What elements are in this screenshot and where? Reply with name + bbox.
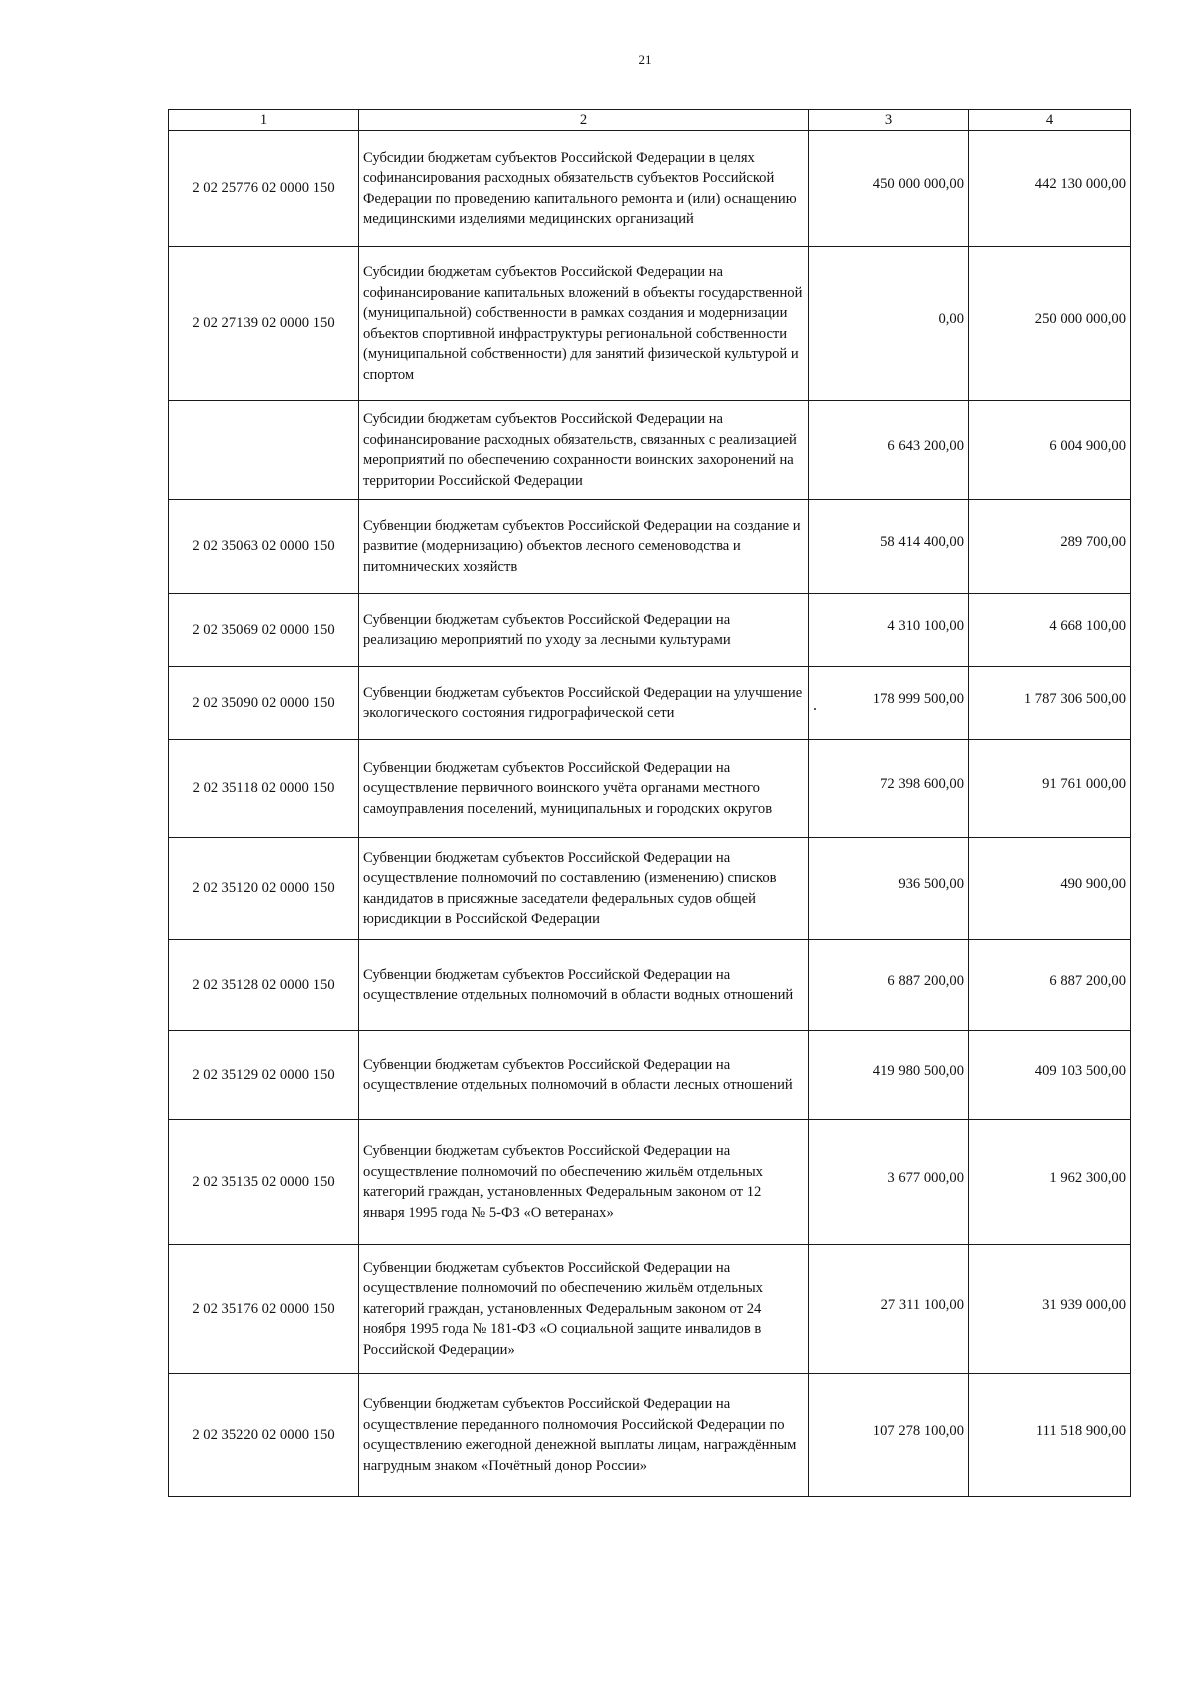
- income-code: 2 02 35118 02 0000 150: [169, 740, 359, 838]
- income-code: 2 02 35128 02 0000 150: [169, 940, 359, 1031]
- table-row: [169, 1245, 1131, 1374]
- income-code: 2 02 35220 02 0000 150: [169, 1374, 359, 1497]
- income-code: 2 02 35129 02 0000 150: [169, 1031, 359, 1120]
- income-name: Субвенции бюджетам субъектов Российской Федерации на осуществление полномочий по составлению (изменению) списков кандидатов в присяжные заседатели федеральных судов общей юрисдикции в Российской Федерации: [359, 838, 809, 940]
- table-row: [169, 940, 1131, 1031]
- income-name: Субвенции бюджетам субъектов Российской Федерации на осуществление переданного полномочия Российской Федерации по осуществлению ежегодной денежной выплаты лицам, награждённым нагрудным знаком «Почётный донор России»: [359, 1374, 809, 1497]
- income-name: Субвенции бюджетам субъектов Российской Федерации на осуществление полномочий по обеспечению жильём отдельных категорий граждан, установленных Федеральным законом от 24 ноября 1995 года № 181-ФЗ «О социальной защите инвалидов в Российской Федерации»: [359, 1245, 809, 1374]
- budget-table: [168, 109, 1131, 1497]
- income-name: Субвенции бюджетам субъектов Российской Федерации на осуществление полномочий по обеспечению жильём отдельных категорий граждан, установленных Федеральным законом от 12 января 1995 года № 5-ФЗ «О ветеранах»: [359, 1120, 809, 1245]
- income-name: Субсидии бюджетам субъектов Российской Федерации на софинансирование капитальных вложений в объекты государственной (муниципальной) собственности в рамках создания и модернизации объектов спортивной инфраструктуры региональной собственности (муниципальной собственности) для занятий физической культурой и спортом: [359, 247, 809, 401]
- page-number: 21: [638, 52, 652, 67]
- table-row: [169, 838, 1131, 940]
- amount-col3: 450 000 000,00: [809, 131, 969, 247]
- amount-col4: 250 000 000,00: [969, 247, 1131, 401]
- table-row: [169, 247, 1131, 401]
- table-row: [169, 131, 1131, 247]
- income-code: 2 02 35090 02 0000 150: [169, 667, 359, 740]
- income-code: 2 02 35069 02 0000 150: [169, 594, 359, 667]
- amount-col3: 3 677 000,00: [809, 1120, 969, 1245]
- scan-speck: [814, 708, 816, 710]
- amount-col4: 490 900,00: [969, 838, 1131, 940]
- amount-col4: 1 787 306 500,00: [969, 667, 1131, 740]
- table-row: [169, 667, 1131, 740]
- income-name: Субвенции бюджетам субъектов Российской Федерации на осуществление отдельных полномочий в области водных отношений: [359, 940, 809, 1031]
- header-row: [169, 110, 1131, 131]
- income-code: 2 02 25776 02 0000 150: [169, 131, 359, 247]
- income-name: Субвенции бюджетам субъектов Российской Федерации на создание и развитие (модернизацию) объектов лесного семеноводства и питомнических хозяйств: [359, 500, 809, 594]
- income-name: Субвенции бюджетам субъектов Российской Федерации на осуществление отдельных полномочий в области лесных отношений: [359, 1031, 809, 1120]
- amount-col4: 6 887 200,00: [969, 940, 1131, 1031]
- table-row: [169, 401, 1131, 500]
- table-row: [169, 740, 1131, 838]
- amount-col3: 107 278 100,00: [809, 1374, 969, 1497]
- header-col-1: 1: [169, 110, 359, 131]
- header-col-2: 2: [359, 110, 809, 131]
- amount-col4: 31 939 000,00: [969, 1245, 1131, 1374]
- amount-col3: 58 414 400,00: [809, 500, 969, 594]
- income-name: Субсидии бюджетам субъектов Российской Федерации на софинансирование расходных обязательств, связанных с реализацией мероприятий по обеспечению сохранности воинских захоронений на территории Российской Федерации: [359, 401, 809, 500]
- amount-col3: 419 980 500,00: [809, 1031, 969, 1120]
- income-code: [169, 401, 359, 500]
- header-col-4: 4: [969, 110, 1131, 131]
- amount-col4: 111 518 900,00: [969, 1374, 1131, 1497]
- table-row: [169, 594, 1131, 667]
- income-name: Субвенции бюджетам субъектов Российской Федерации на улучшение экологического состояния гидрографической сети: [359, 667, 809, 740]
- amount-col4: 91 761 000,00: [969, 740, 1131, 838]
- amount-col4: 1 962 300,00: [969, 1120, 1131, 1245]
- income-name: Субвенции бюджетам субъектов Российской Федерации на осуществление первичного воинского учёта органами местного самоуправления поселений, муниципальных и городских округов: [359, 740, 809, 838]
- table-row: [169, 500, 1131, 594]
- income-code: 2 02 35120 02 0000 150: [169, 838, 359, 940]
- amount-col3: 6 643 200,00: [809, 401, 969, 500]
- amount-col3: 6 887 200,00: [809, 940, 969, 1031]
- header-col-3: 3: [809, 110, 969, 131]
- amount-col4: 6 004 900,00: [969, 401, 1131, 500]
- amount-col3: 178 999 500,00: [809, 667, 969, 740]
- income-code: 2 02 27139 02 0000 150: [169, 247, 359, 401]
- table-row: [169, 1031, 1131, 1120]
- amount-col4: 4 668 100,00: [969, 594, 1131, 667]
- income-name: Субвенции бюджетам субъектов Российской Федерации на реализацию мероприятий по уходу за лесными культурами: [359, 594, 809, 667]
- amount-col3: 936 500,00: [809, 838, 969, 940]
- amount-col4: 442 130 000,00: [969, 131, 1131, 247]
- amount-col3: 4 310 100,00: [809, 594, 969, 667]
- amount-col3: 72 398 600,00: [809, 740, 969, 838]
- income-name: Субсидии бюджетам субъектов Российской Федерации в целях софинансирования расходных обязательств субъектов Российской Федерации по проведению капитального ремонта и (или) оснащению медицинскими изделиями медицинских организаций: [359, 131, 809, 247]
- amount-col3: 27 311 100,00: [809, 1245, 969, 1374]
- amount-col4: 409 103 500,00: [969, 1031, 1131, 1120]
- amount-col3: 0,00: [809, 247, 969, 401]
- income-code: 2 02 35063 02 0000 150: [169, 500, 359, 594]
- table-row: [169, 1120, 1131, 1245]
- income-code: 2 02 35176 02 0000 150: [169, 1245, 359, 1374]
- income-code: 2 02 35135 02 0000 150: [169, 1120, 359, 1245]
- table-row: [169, 1374, 1131, 1497]
- amount-col4: 289 700,00: [969, 500, 1131, 594]
